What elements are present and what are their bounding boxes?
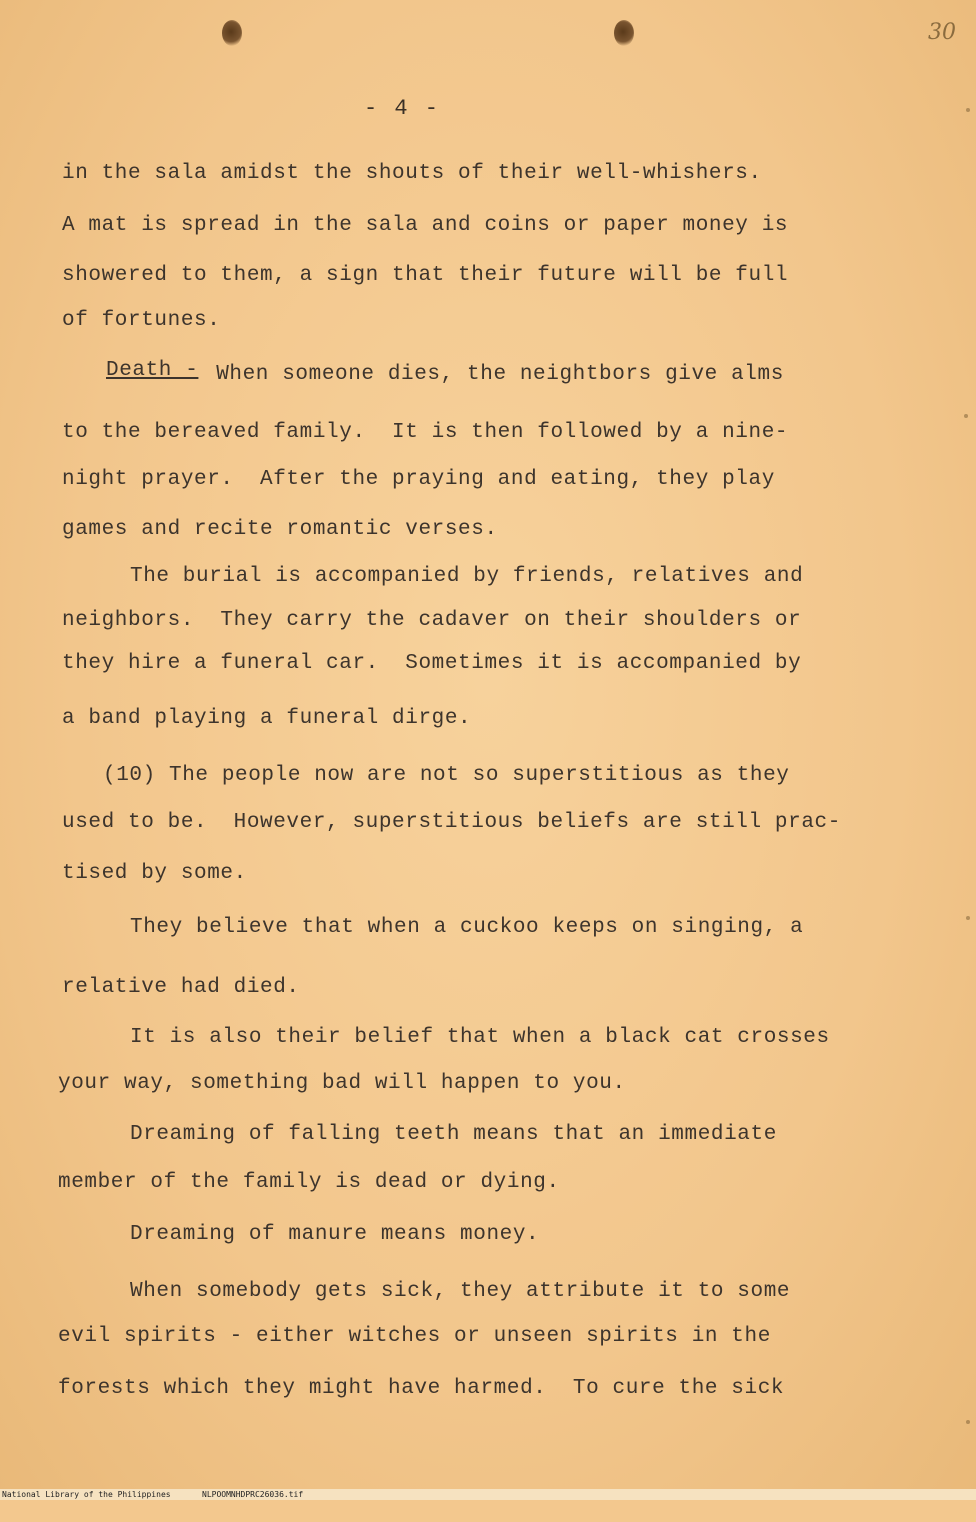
page-number: - 4 - [364, 96, 441, 121]
text-line: to the bereaved family. It is then followed by a nine- [62, 421, 789, 444]
footer-filename: NLPOOMNHDPRC26036.tif [202, 1490, 304, 1499]
text-line: (10) The people now are not so superstitious as they [103, 764, 790, 787]
text-line: Dreaming of manure means money. [130, 1223, 540, 1246]
paper-speck [966, 108, 970, 112]
text-line: your way, something bad will happen to you. [58, 1072, 626, 1095]
section-heading-death: Death - [106, 359, 199, 382]
folio-number: 30 [928, 20, 956, 45]
text-line: night prayer. After the praying and eating, they play [62, 468, 775, 491]
text-line: a band playing a funeral dirge. [62, 707, 472, 730]
text-line: used to be. However, superstitious beliefs are still prac- [62, 811, 841, 834]
text-line: showered to them, a sign that their future will be full [62, 264, 789, 287]
text-line: in the sala amidst the shouts of their well-whishers. [62, 162, 762, 185]
paper-speck [966, 916, 970, 920]
text-line: they hire a funeral car. Sometimes it is accompanied by [62, 652, 802, 675]
punch-hole-right [614, 20, 634, 46]
text-line: They believe that when a cuckoo keeps on singing, a [130, 916, 804, 939]
paper-speck [966, 1420, 970, 1424]
text-line: When somebody gets sick, they attribute it to some [130, 1280, 791, 1303]
text-line: games and recite romantic verses. [62, 518, 498, 541]
text-line: forests which they might have harmed. To cure the sick [58, 1377, 785, 1400]
text-line: neighbors. They carry the cadaver on their shoulders or [62, 609, 802, 632]
scan-footer [0, 1489, 976, 1500]
footer-institution: National Library of the Philippines [2, 1490, 171, 1499]
text-line: member of the family is dead or dying. [58, 1171, 560, 1194]
punch-hole-left [222, 20, 242, 46]
text-line: A mat is spread in the sala and coins or paper money is [62, 214, 789, 237]
paper-speck [964, 414, 968, 418]
text-line: Dreaming of falling teeth means that an immediate [130, 1123, 777, 1146]
text-line: relative had died. [62, 976, 300, 999]
text-line: evil spirits - either witches or unseen spirits in the [58, 1325, 771, 1348]
text-line: tised by some. [62, 862, 247, 885]
text-line: It is also their belief that when a black cat crosses [130, 1026, 830, 1049]
text-line: The burial is accompanied by friends, relatives and [130, 565, 804, 588]
text-line: When someone dies, the neightbors give alms [203, 363, 784, 386]
text-line: of fortunes. [62, 309, 221, 332]
